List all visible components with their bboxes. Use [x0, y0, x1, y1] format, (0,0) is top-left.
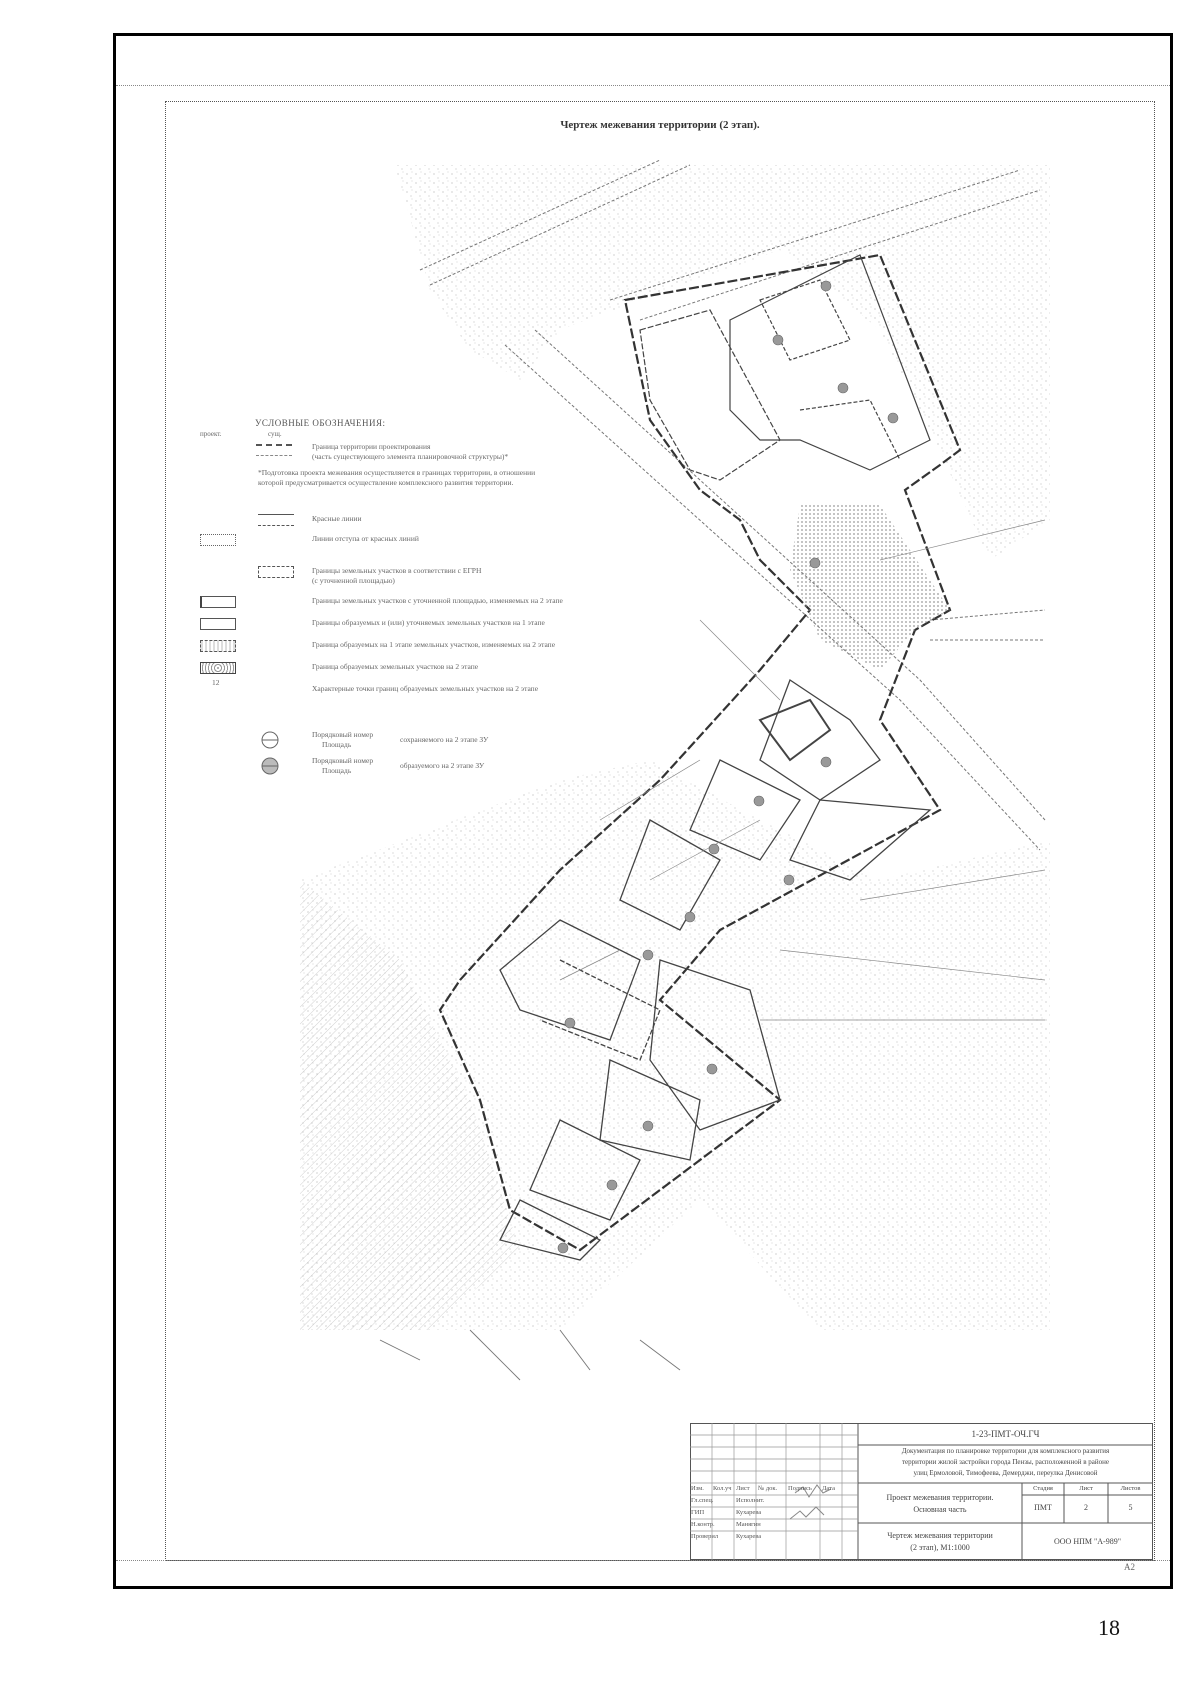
stamp-code: 1-23-ПМТ-ОЧ.ГЧ — [971, 1429, 1040, 1439]
legend-marker-retained: Порядковый номер Площадь сохраняемого на 2 этапе ЗУ — [200, 730, 670, 754]
role-2: ГИП — [691, 1509, 705, 1516]
col-list: Лист — [736, 1485, 750, 1492]
legend-item-red-lines: Красные линии — [200, 514, 670, 532]
col-izm: Изм. — [691, 1485, 704, 1492]
role-1: Гл.спец. — [691, 1497, 714, 1504]
sheets-header: Листов — [1120, 1485, 1141, 1492]
role-3: Н.контр. — [691, 1521, 715, 1528]
role-4: Проверил — [691, 1533, 719, 1540]
drawing-name-2: (2 этап), М1:1000 — [910, 1543, 970, 1552]
legend-item-territory-boundary: Граница территории проектирования — [200, 442, 670, 460]
stage-value: ПМТ — [1034, 1503, 1052, 1512]
role-3-name: Манягин — [736, 1521, 761, 1528]
role-2-name: Кухарева — [736, 1509, 762, 1516]
role-1-name: Исполнит. — [736, 1497, 765, 1504]
formed-stage1-symbol — [200, 618, 236, 630]
legend-item-setback-lines: Линии отступа от красных линий — [200, 534, 670, 552]
legend-item-formed-stage1-changed: Граница образуемых на 1 этапе земельных участков, изменяемых на 2 этапе — [200, 640, 670, 658]
page-number: 18 — [1098, 1615, 1120, 1640]
stamp-desc-3: улиц Ермоловой, Тимофеева, Демерджи, переулка Денисовой — [913, 1469, 1098, 1477]
legend-item-changed-stage2: Границы земельных участков с уточненной площадью, изменяемых на 2 этапе — [200, 596, 670, 614]
legend-item-formed-stage1: Границы образуемых и (или) уточняемых земельных участков на 1 этапе — [200, 618, 670, 636]
formed-stage1-changed-symbol — [200, 640, 236, 652]
setback-lines-symbol — [200, 534, 236, 546]
col-data: Дата — [822, 1485, 835, 1492]
sheet-value: 2 — [1084, 1503, 1088, 1512]
bottom-roads — [380, 1330, 680, 1380]
retained-parcel-marker-icon — [260, 730, 280, 750]
legend-item-footnote-1: *Подготовка проекта межевания осуществляется в границах территории, в отношении — [258, 468, 536, 477]
organization: ООО НПМ "А-989" — [1054, 1537, 1121, 1546]
col-podpis: Подпись — [788, 1485, 812, 1492]
stamp-desc-1: Документация по планировке территории для комплексного развития — [901, 1447, 1110, 1455]
changed-stage2-symbol — [200, 596, 236, 608]
drawing-name-1: Чертеж межевания территории — [887, 1531, 993, 1540]
formed-stage2-symbol — [200, 662, 236, 674]
legend-item-formed-stage2: Граница образуемых земельных участков на 2 этапе — [200, 662, 670, 680]
legend-item-egrn-note: (с уточненной площадью) — [312, 576, 395, 585]
stage-header: Стадия — [1033, 1485, 1053, 1492]
legend-item-egrn-parcels: Границы земельных участков в соответствии с ЕГРН — [200, 566, 670, 584]
legend-item-points: 12 Характерные точки границ образуемых земельных участков на 2 этапе — [212, 678, 539, 693]
stamp-desc-2: территории жилой застройки города Пензы, расположенной в районе — [901, 1458, 1110, 1466]
legend-marker-formed: Порядковый номер Площадь образуемого на 2 этапе ЗУ — [200, 756, 670, 780]
legend-item-footnote-2: которой предусматривается осуществление комплексного развития территории. — [258, 478, 514, 487]
point-label: 12 — [212, 678, 220, 687]
red-lines-symbol — [258, 514, 294, 526]
legend-title: УСЛОВНЫЕ ОБОЗНАЧЕНИЯ: — [255, 418, 386, 428]
project-part: Основная часть — [913, 1505, 967, 1514]
project-name: Проект межевания территории. — [886, 1493, 994, 1502]
sheet-format-mark: А2 — [1124, 1562, 1135, 1572]
stage2-parcel-fill — [790, 505, 950, 670]
title-block — [690, 1423, 1153, 1560]
col-ndok: № док. — [758, 1485, 778, 1492]
legend-item-territory-note: (часть существующего элемента планировочной структуры)* — [312, 452, 509, 461]
legend-col-existing: сущ. — [268, 430, 282, 438]
sheet-title: Чертеж межевания территории (2 этап). — [560, 119, 760, 131]
formed-parcel-marker-icon — [260, 756, 280, 776]
sheet-header: Лист — [1079, 1485, 1093, 1492]
sheets-value: 5 — [1128, 1503, 1133, 1512]
role-4-name: Кухарева — [736, 1533, 762, 1540]
col-koluch: Кол.уч — [713, 1485, 732, 1492]
legend-col-project: проект. — [200, 430, 222, 438]
